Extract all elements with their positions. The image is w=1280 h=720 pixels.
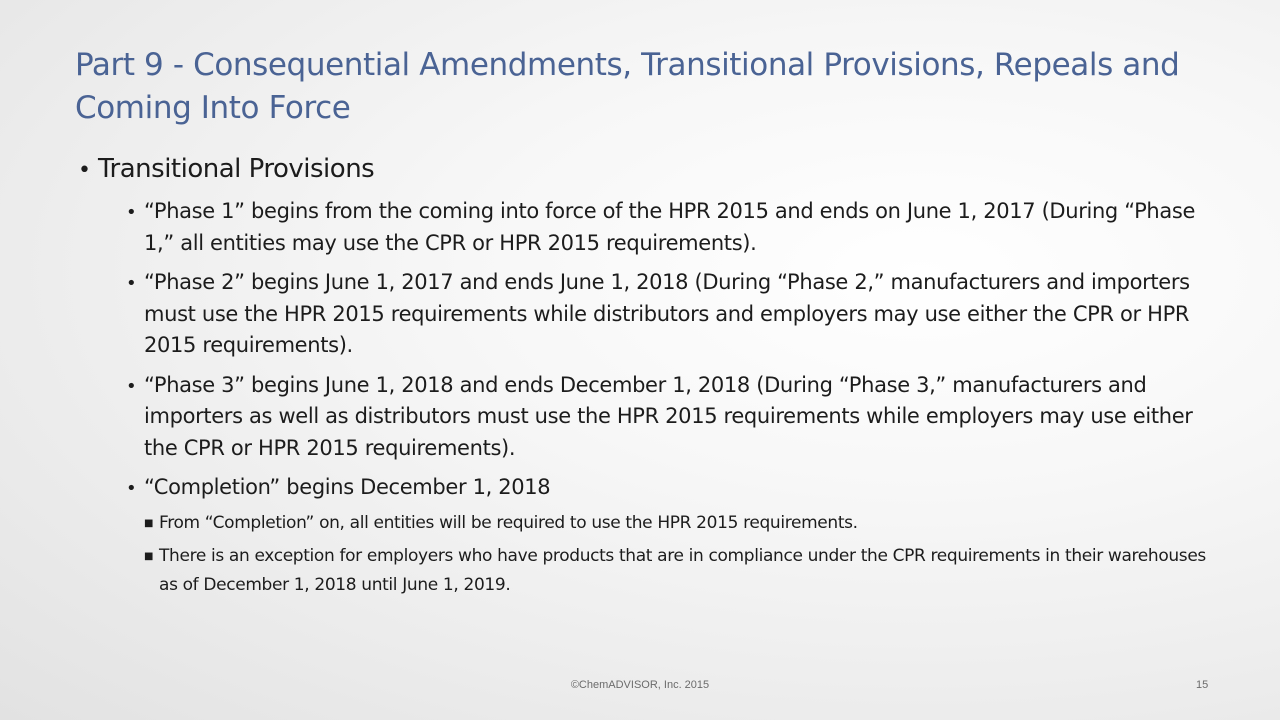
slide-title: Part 9 - Consequential Amendments, Transitional Provisions, Repeals and Coming Into Force: [75, 47, 1180, 126]
bullet-transitional-provisions: [78, 152, 1208, 188]
phase-item: [126, 472, 1208, 505]
section-heading: Transitional Provisions: [98, 154, 375, 184]
phase-3-text: “Phase 3” begins June 1, 2018 and ends December 1, 2018 (During “Phase 3,” manufacturers and importers as well as distributors must use the HPR 2015 requirements while employers may use either the CPR or HPR 2015 requirements).: [144, 372, 1193, 460]
bullet-icon: •: [126, 478, 137, 499]
slide-body: [78, 152, 1208, 602]
slide-number: 15: [1196, 679, 1209, 691]
phase-1-text: “Phase 1” begins from the coming into force of the HPR 2015 and ends on June 1, 2017 (During “Phase 1,” all entities may use the CPR or HPR 2015 requirements).: [144, 199, 1196, 255]
bullet-icon: •: [126, 273, 137, 294]
completion-detail-text: There is an exception for employers who have products that are in compliance under the CPR requirements in their warehouses as of December 1, 2018 until June 1, 2019.: [159, 545, 1206, 595]
bullet-icon: •: [126, 375, 137, 397]
square-bullet-icon: ■: [144, 517, 154, 529]
phase-item: [126, 370, 1208, 465]
footer-copyright: ©ChemADVISOR, Inc. 2015: [570, 679, 710, 691]
phase-item: [126, 267, 1208, 362]
bullet-icon: •: [126, 202, 137, 223]
completion-detail-text: From “Completion” on, all entities will be required to use the HPR 2015 requirements.: [159, 512, 858, 533]
square-bullet-icon: ■: [144, 550, 154, 562]
phase-2-text: “Phase 2” begins June 1, 2017 and ends June 1, 2018 (During “Phase 2,” manufacturers and importers must use the HPR 2015 requirements while distributors and employers may use either the CPR or HPR 2015 requirements).: [144, 270, 1190, 357]
phase-list: [126, 196, 1208, 600]
completion-detail-item: [144, 509, 1208, 540]
completion-text: “Completion” begins December 1, 2018: [144, 475, 551, 499]
phase-item: [126, 196, 1208, 259]
completion-detail-list: [144, 509, 1208, 600]
completion-detail-item: [144, 542, 1208, 600]
bullet-icon: •: [78, 158, 91, 183]
